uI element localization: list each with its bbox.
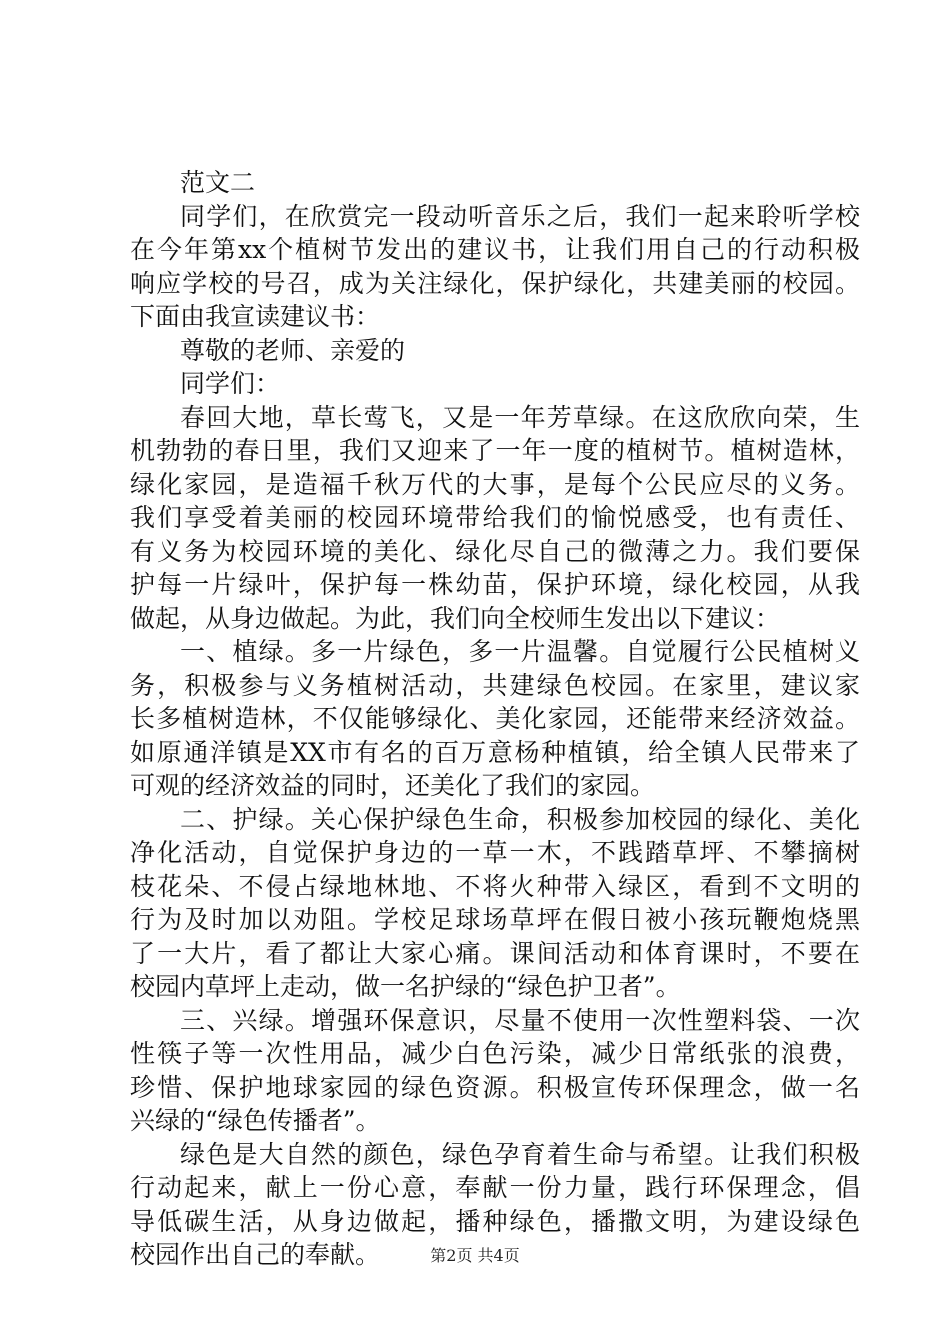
text-line: 行为及时加以劝阻。学校足球场草坪在假日被小孩玩鞭炮烧黑: [130, 905, 860, 934]
text-line: 绿色是大自然的颜色，绿色孕育着生命与希望。让我们积极: [180, 1139, 860, 1169]
text-line: 一、植绿。多一片绿色，多一片温馨。自觉履行公民植树义: [180, 637, 860, 666]
text-line: 如原通洋镇是XX市有名的百万意杨种植镇，给全镇人民带来了: [130, 737, 860, 767]
text-line: 兴绿的“绿色传播者”。: [130, 1106, 381, 1135]
text-line: 行动起来，献上一份心意，奉献一份力量，践行环保理念，倡: [130, 1173, 860, 1202]
text-line: 我们享受着美丽的校园环境带给我们的愉悦感受，也有责任、: [130, 503, 860, 532]
text-line: 范文二: [180, 168, 256, 197]
text-line: 可观的经济效益的同时，还美化了我们的家园。: [130, 771, 656, 800]
text-line: 长多植树造林，不仅能够绿化、美化家园，还能带来经济效益。: [130, 704, 860, 733]
text-line: 尊敬的老师、亲爱的: [180, 335, 406, 365]
text-line: 护每一片绿叶，保护每一株幼苗，保护环境，绿化校园，从我: [130, 570, 860, 599]
text-line: 同学们：: [180, 369, 281, 398]
text-line: 有义务为校园环境的美化、绿化尽自己的微薄之力。我们要保: [130, 536, 860, 566]
text-line: 二、护绿。关心保护绿色生命，积极参加校园的绿化、美化: [180, 804, 860, 834]
text-line: 净化活动，自觉保护身边的一草一木，不践踏草坪、不攀摘树: [130, 838, 860, 867]
text-line: 同学们，在欣赏完一段动听音乐之后，我们一起来聆听学校: [180, 201, 860, 231]
text-line: 春回大地，草长莺飞，又是一年芳草绿。在这欣欣向荣，生: [180, 402, 860, 432]
text-line: 在今年第xx个植树节发出的建议书，让我们用自己的行动积极: [130, 235, 860, 264]
text-line: 绿化家园，是造福千秋万代的大事，是每个公民应尽的义务。: [130, 469, 860, 499]
text-line: 珍惜、保护地球家园的绿色资源。积极宣传环保理念，做一名: [130, 1072, 860, 1102]
text-line: 校园内草坪上走动，做一名护绿的“绿色护卫者”。: [130, 972, 681, 1001]
document-body: [130, 166, 860, 1272]
text-line: 校园作出自己的奉献。: [130, 1240, 381, 1269]
text-line: 响应学校的号召，成为关注绿化，保护绿化，共建美丽的校园。: [130, 268, 860, 298]
text-line: 下面由我宣读建议书：: [130, 302, 381, 331]
text-line: 性筷子等一次性用品，减少白色污染，减少日常纸张的浪费，: [130, 1039, 860, 1068]
text-line: 做起，从身边做起。为此，我们向全校师生发出以下建议：: [130, 603, 781, 633]
text-line: 导低碳生活，从身边做起，播种绿色，播撒文明，为建设绿色: [130, 1206, 860, 1236]
page-footer: 第2页 共4页: [430, 1246, 520, 1265]
text-line: 机勃勃的春日里，我们又迎来了一年一度的植树节。植树造林，: [130, 436, 860, 465]
text-line: 了一大片，看了都让大家心痛。课间活动和体育课时，不要在: [130, 938, 860, 968]
text-line: 务，积极参与义务植树活动，共建绿色校园。在家里，建议家: [130, 670, 860, 700]
text-line: 枝花朵、不侵占绿地林地、不将火种带入绿区，看到不文明的: [130, 871, 860, 901]
text-line: 三、兴绿。增强环保意识，尽量不使用一次性塑料袋、一次: [180, 1005, 860, 1035]
